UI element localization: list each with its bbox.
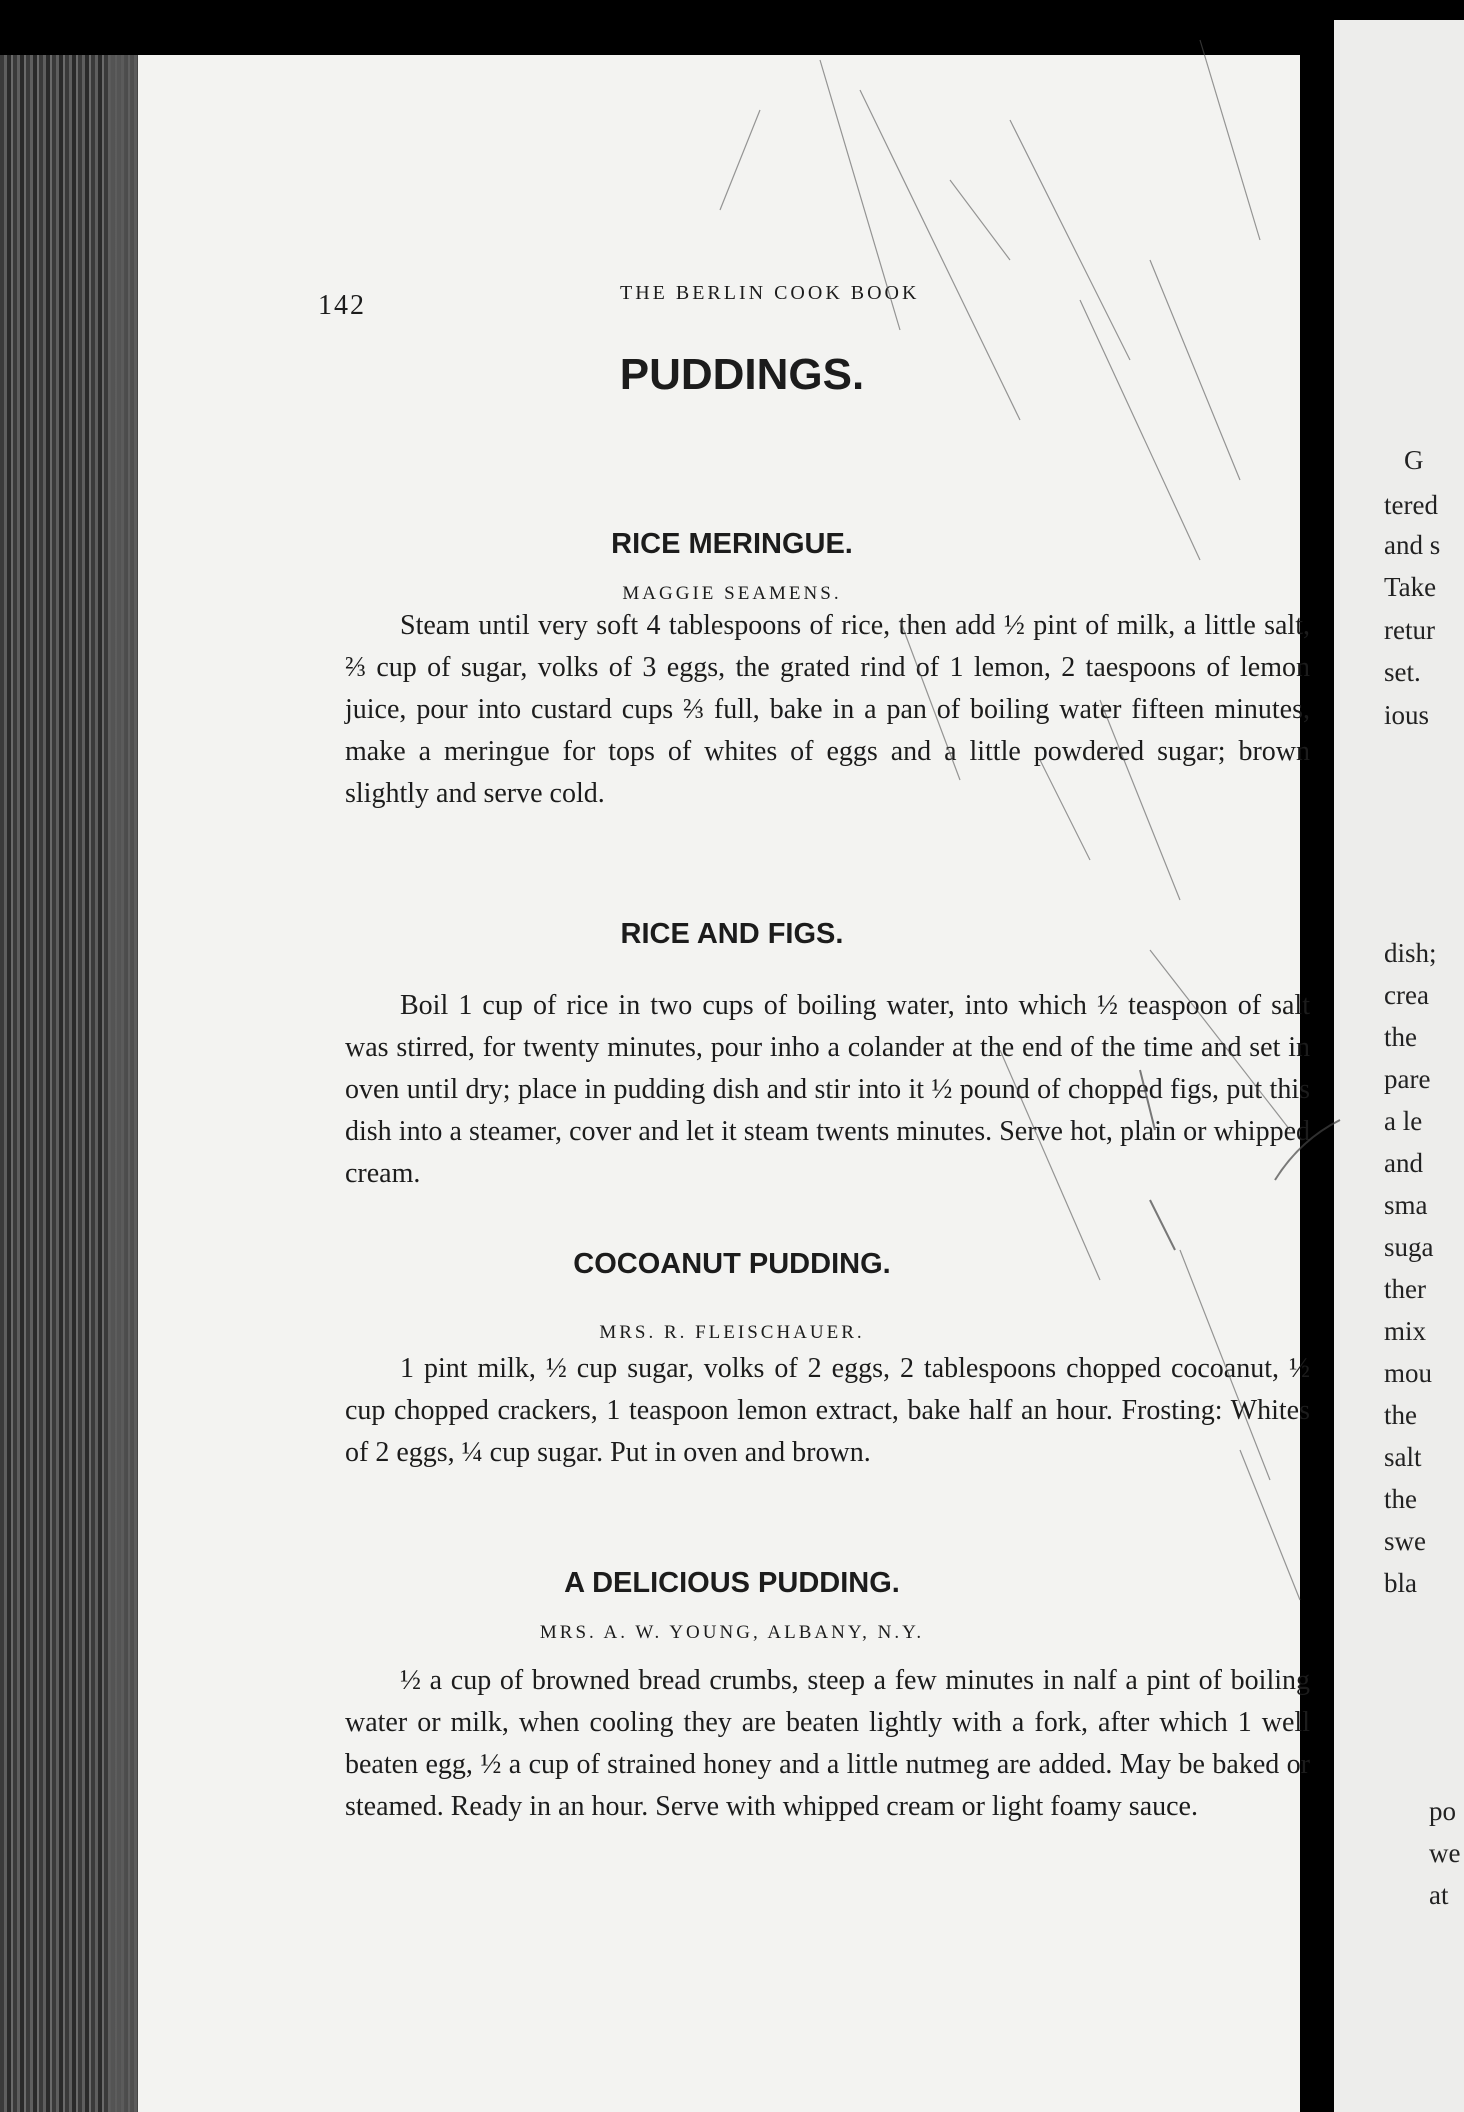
recipe-author: MRS. A. W. YOUNG, ALBANY, N.Y. bbox=[539, 1622, 925, 1643]
fragment-line: bla bbox=[1384, 1568, 1417, 1598]
recipe-author: MAGGIE SEAMENS. bbox=[622, 583, 842, 604]
recipe-title: RICE MERINGUE. bbox=[611, 528, 853, 560]
fragment-line: po bbox=[1429, 1796, 1456, 1826]
recipe-title: RICE AND FIGS. bbox=[620, 918, 844, 950]
fragment-line: Take bbox=[1384, 572, 1437, 602]
fragment-line: the bbox=[1384, 1400, 1417, 1430]
recipe-text: Boil 1 cup of rice in two cups of boiling water, into which ½ teaspoon of salt was stirred, for twenty minutes, pour inho a colander at the end of the time and set in oven until dry; place in pudding dish and stir into it ½ pound of chopped figs, put this dish into a steamer, cover and let it steam twents minutes. Serve hot, plain or whipped cream. bbox=[345, 990, 1310, 1189]
fragment-line: set. bbox=[1384, 657, 1421, 687]
fragment-line: we bbox=[1429, 1838, 1461, 1868]
recipe-title: COCOANUT PUDDING. bbox=[573, 1248, 891, 1280]
fragment-line: mix bbox=[1384, 1316, 1427, 1346]
fragment-line: sma bbox=[1384, 1190, 1428, 1220]
fragment-line: a le bbox=[1384, 1106, 1423, 1136]
fragment-line: crea bbox=[1384, 980, 1429, 1010]
fragment-line: suga bbox=[1384, 1232, 1434, 1262]
fragment-line: ious bbox=[1384, 700, 1430, 730]
fragment-line: retur bbox=[1384, 615, 1435, 645]
fragment-line: dish; bbox=[1384, 938, 1437, 968]
running-head: THE BERLIN COOK BOOK bbox=[620, 282, 920, 304]
fragment-line: the bbox=[1384, 1022, 1417, 1052]
recipe-text: 1 pint milk, ½ cup sugar, volks of 2 eggs, 2 tablespoons chopped cocoanut, ½ cup chopped crackers, 1 teaspoon lemon extract, bake half an hour. Frosting: Whites of 2 eggs, ¼ cup sugar. Put in oven and brown. bbox=[345, 1353, 1310, 1468]
recipe-text: ½ a cup of browned bread crumbs, steep a few minutes in nalf a pint of boiling water or milk, when cooling they are beaten lightly with a fork, after which 1 well beaten egg, ½ a cup of strained honey and a little nutmeg are added. May be baked or steamed. Ready in an hour. Serve with whipped cream or light foamy sauce. bbox=[345, 1665, 1310, 1822]
recipe-author: MRS. R. FLEISCHAUER. bbox=[599, 1322, 865, 1343]
fragment-line: swe bbox=[1384, 1526, 1426, 1556]
recipe-text: Steam until very soft 4 tablespoons of rice, then add ½ pint of milk, a little salt, ⅔ cup of sugar, volks of 3 eggs, the grated rind of 1 lemon, 2 taespoons of lemon juice, pour into custard cups ⅔ full, bake in a pan of boiling water fifteen minutes, make a meringue for tops of whites of eggs and a little powdered sugar; brown slightly and serve cold. bbox=[345, 610, 1310, 809]
fragment-line: and bbox=[1384, 1148, 1423, 1178]
fragment-line: pare bbox=[1384, 1064, 1431, 1094]
right-page-fragment bbox=[1334, 20, 1464, 2112]
recipe-title: A DELICIOUS PUDDING. bbox=[564, 1567, 900, 1599]
fragment-line: G bbox=[1404, 445, 1424, 475]
fragment-line: and s bbox=[1384, 530, 1441, 560]
fragment-line: the bbox=[1384, 1484, 1417, 1514]
fragment-line: ther bbox=[1384, 1274, 1426, 1304]
fragment-line: tered bbox=[1384, 490, 1438, 520]
fragment-line: mou bbox=[1384, 1358, 1433, 1388]
page-number: 142 bbox=[318, 290, 366, 321]
chapter-title: PUDDINGS. bbox=[619, 350, 865, 399]
fragment-line: salt bbox=[1384, 1442, 1422, 1472]
fragment-line: at bbox=[1429, 1880, 1449, 1910]
